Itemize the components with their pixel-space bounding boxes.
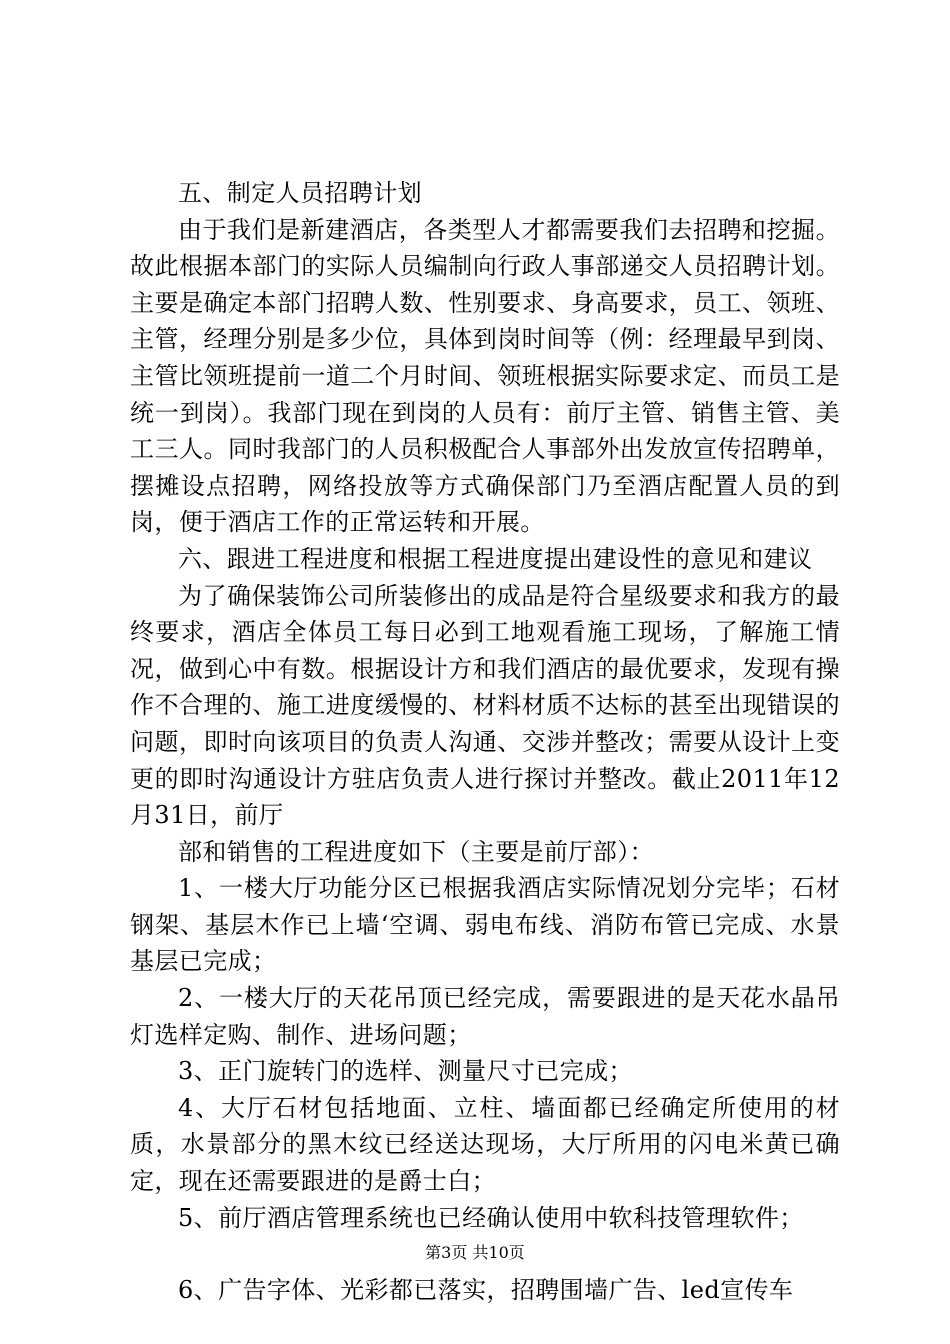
list-item-6: 6、广告字体、光彩都已落实，招聘围墙广告、led宣传车 bbox=[178, 1276, 794, 1305]
paragraph-recruitment: 由于我们是新建酒店，各类型人才都需要我们去招聘和挖掘。故此根据本部门的实际人员编制向行政人事部递交人员招聘计划。主要是确定本部门招聘人数、性别要求、身高要求，员工、领班、主管，经理分别是多少位，具体到岗时间等（例：经理最早到岗、主管比领班提前一道二个月时间、领班根据实际要求定、而员工是统一到岗）。我部门现在到岗的人员有：前厅主管、销售主管、美工三人。同时我部门的人员积极配合人事部外出发放宣传招聘单，摆摊设点招聘，网络投放等方式确保部门乃至酒店配置人员的到岗，便于酒店工作的正常运转和开展。 bbox=[130, 215, 840, 537]
paragraph-engineering: 为了确保装饰公司所装修出的成品是符合星级要求和我方的最终要求，酒店全体员工每日必到工地观看施工现场，了解施工情况，做到心中有数。根据设计方和我们酒店的最优要求，发现有操作不合理的、施工进度缓慢的、材料材质不达标的甚至出现错误的问题，即时向该项目的负责人沟通、交涉并整改；需要从设计上变更的即时沟通设计方驻店负责人进行探讨并整改。截止2011年12月31日，前厅 bbox=[130, 581, 840, 830]
document-body bbox=[130, 175, 840, 1309]
list-item-2: 2、一楼大厅的天花吊顶已经完成，需要跟进的是天花水晶吊灯选样定购、制作、进场问题； bbox=[130, 984, 840, 1049]
list-item-4: 4、大厅石材包括地面、立柱、墙面都已经确定所使用的材质，水景部分的黑木纹已经送达现场，大厅所用的闪电米黄已确定，现在还需要跟进的是爵士白； bbox=[130, 1093, 840, 1196]
paragraph-progress-intro: 部和销售的工程进度如下（主要是前厅部）： bbox=[178, 837, 654, 866]
list-item-3: 3、正门旋转门的选样、测量尺寸已完成； bbox=[178, 1057, 633, 1086]
list-item-1: 1、一楼大厅功能分区已根据我酒店实际情况划分完毕；石材钢架、基层木作已上墙‘空调、弱电布线、消防布管已完成、水景基层已完成； bbox=[130, 874, 840, 976]
section-heading-5: 五、制定人员招聘计划 bbox=[178, 179, 422, 207]
section-heading-6: 六、跟进工程进度和根据工程进度提出建设性的意见和建议 bbox=[178, 544, 813, 573]
list-item-5: 5、前厅酒店管理系统也已经确认使用中软科技管理软件； bbox=[178, 1203, 804, 1232]
page-footer: 第3页 共10页 bbox=[425, 1243, 525, 1262]
